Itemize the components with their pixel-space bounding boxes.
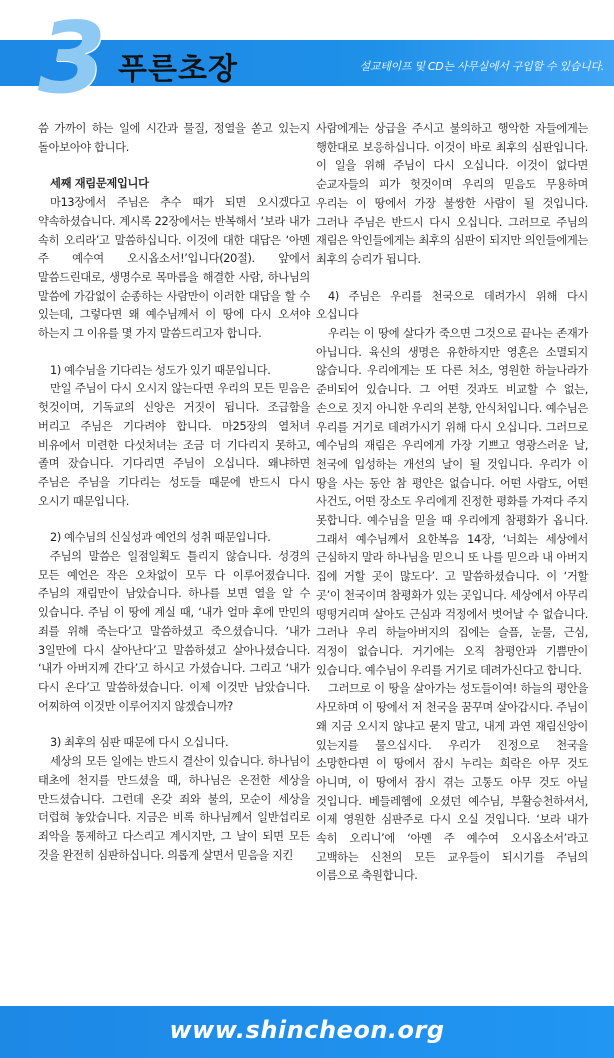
page-header — [0, 0, 614, 116]
section-title: 푸른초장 — [118, 52, 238, 87]
subheading: 1) 예수님을 기다리는 성도가 있기 때문입니다. — [50, 363, 271, 377]
header-notice: 설교테이프 및 CD는 사무실에서 구입할 수 있습니다. — [359, 60, 604, 73]
paragraph: 우리는 이 땅에 살다가 죽으면 그것으로 끝나는 존재가 아닙니다. 육신의 생명은 유한하지만 영혼은 소멸되지 않습니다. 우리에게는 또 다른 처소, 영원한 하늘나라가 준비되어 있습니다. 그 어떤 것과도 비교할 수 없는, 손으로 짓지 아니한 우리의 본향, 안식처입니다. 예수님은 우리를 거기로 데려가시기 위해 다시 오십니다. 그러므로 예수님의 재림은 우리에게 가장 기쁘고 영광스러운 날, 천국에 입성하는 개선의 날이 될 것입니다. 우리가 이 땅을 사는 동안 참 평안은 없습니다. 어떤 사람도, 어떤 사건도, 어떤 장소도 우리에게 진정한 평화를 가져다 주지 못합니다. 예수님을 믿을 때 우리에게 참평화가 옵니다. 그래서 예수님께서 요한복음 14장, ‘너희는 세상에서 근심하지 말라 하나님을 믿으니 또 나를 믿으라 내 아버지 집에 거할 곳이 많도다’. 고 말씀하셨습니다. 이 ‘거할 곳’이 천국이며 참평화가 있는 곳입니다. 세상에서 아무리 떵떵거리며 살아도 근심과 걱정에서 벗어날 수 없습니다. 그러나 우리 하늘아버지의 집에는 슬픔, 눈물, 근심, 걱정이 없습니다. 거기에는 오직 참평안과 기쁨만이 있습니다. 예수님이 우리를 거기로 데려가신다고 합니다. — [316, 327, 588, 677]
paragraph: 마13장에서 주님은 추수 때가 되면 오시겠다고 약속하셨습니다. 계시록 22장에서는 반복해서 ‘보라 내가 속히 오리라’고 말씀하십니다. 이것에 대한 대답은 ‘아멘 주 예수여 오시옵소서!’입니다(20절). 앞에서 말씀드린대로, 생명수로 목마름을 해결한 사람, 하나님의 말씀에 가감없이 순종하는 사람만이 이러한 대답을 할 수 있는데, 그렇다면 왜 예수님께서 이 땅에 다시 오셔야 하는지 그 이유를 몇 가지 말씀드리고자 합니다. — [38, 196, 310, 341]
paragraph: 사람에게는 상급을 주시고 불의하고 행악한 자들에게는 행한대로 보응하십니다. 이것이 바로 최후의 심판입니다. 이 일을 위해 주님이 다시 오십니다. 이것이 없다면 순교자들의 피가 헛것이며 우리의 믿음도 무용하며 우리는 이 땅에서 가장 불쌍한 사람이 될 것입니다. 그러나 주님은 반드시 다시 오십니다. 그러므로 주님의 재림은 악인들에게는 최후의 심판이 되지만 의인들에게는 최후의 승리가 됩니다. — [316, 122, 588, 266]
website-link[interactable]: www.shincheon.org — [169, 1016, 445, 1044]
paragraph: 세상의 모든 일에는 반드시 결산이 있습니다. 하나님이 태초에 천지를 만드셨을 때, 하나님은 온전한 세상을 만드셨습니다. 그런데 온갖 죄와 불의, 모순이 세상을 더럽혀 놓았습니다. 지금은 비록 하나님께서 일반섭리로 죄악을 통제하고 다스리고 계시지만, 그 날이 되면 모든 것을 완전히 심판하십니다. 의롭게 살면서 믿음을 지킨 — [38, 755, 310, 862]
paragraph: 그러므로 이 땅을 살아가는 성도들이여! 하늘의 평안을 사모하며 이 땅에서 저 천국을 꿈꾸며 살아갑시다. 주님이 왜 지금 오시지 않냐고 묻지 말고, 내게 과연 재림신앙이 있는지를 물으십시다. 우리가 진정으로 천국을 소망한다면 이 땅에서 잠시 누리는 희락은 아무 것도 아니며, 이 땅에서 잠시 겪는 고통도 아무 것도 아닐 것입니다. 베들레헴에 오셨던 예수님, 부활승천하셔서, 이제 영원한 심판주로 다시 오실 것입니다. ‘보라 내가 속히 오리니’에 ‘아멘 주 예수여 오시옵소서’라고 고백하는 신천의 모든 교우들이 되시기를 주님의 이름으로 축원합니다. — [316, 682, 588, 883]
subheading: 2) 예수님의 신실성과 예언의 성취 때문입니다. — [50, 531, 271, 545]
paragraph: 만일 주님이 다시 오시지 않는다면 우리의 모든 믿음은 헛것이며, 기독교의 신앙은 거짓이 됩니다. 조급함을 버리고 주님은 기다려야 합니다. 마25장의 열처녀 비유에서 미련한 다섯처녀는 조금 더 기다리지 못하고, 졸며 잤습니다. 기다리면 주님이 오십니다. 왜냐하면 주님은 주님을 기다리는 성도들 때문에 반드시 다시 오시기 때문입니다. — [38, 382, 310, 508]
right-column — [316, 120, 588, 886]
page-footer — [0, 1006, 614, 1058]
paragraph: 주님의 말씀은 일점일획도 틀리지 않습니다. 성경의 모든 예언은 작은 오차없이 모두 다 이루어졌습니다. 주님의 재림만이 남았습니다. 하나를 보면 열을 알 수 있습니다. 주님 이 땅에 계실 때, ‘내가 얼마 후에 만민의 죄를 위해 죽는다’고 말씀하셨고 죽으셨습니다. ‘내가 3일만에 다시 살아난다’고 말씀하셨고 살아나셨습니다. ‘내가 아버지께 간다’고 하시고 가셨습니다. 그리고 ‘내가 다시 온다’고 말씀하셨습니다. 이제 이것만 남았습니다. 어찌하여 이것만 이루어지지 않겠습니까? — [38, 550, 310, 713]
subheading: 4) 주님은 우리를 천국으로 데려가시 위해 다시 오십니다 — [316, 289, 588, 322]
section-heading: 세째 재림문제입니다 — [50, 177, 149, 191]
left-column — [38, 120, 310, 865]
paragraph: 씀 가까이 하는 일에 시간과 물질, 정열을 쏟고 있는지 돌아보아야 합니다. — [38, 122, 310, 154]
section-number: 3 — [38, 2, 107, 116]
subheading: 3) 최후의 심판 때문에 다시 오십니다. — [50, 736, 229, 750]
